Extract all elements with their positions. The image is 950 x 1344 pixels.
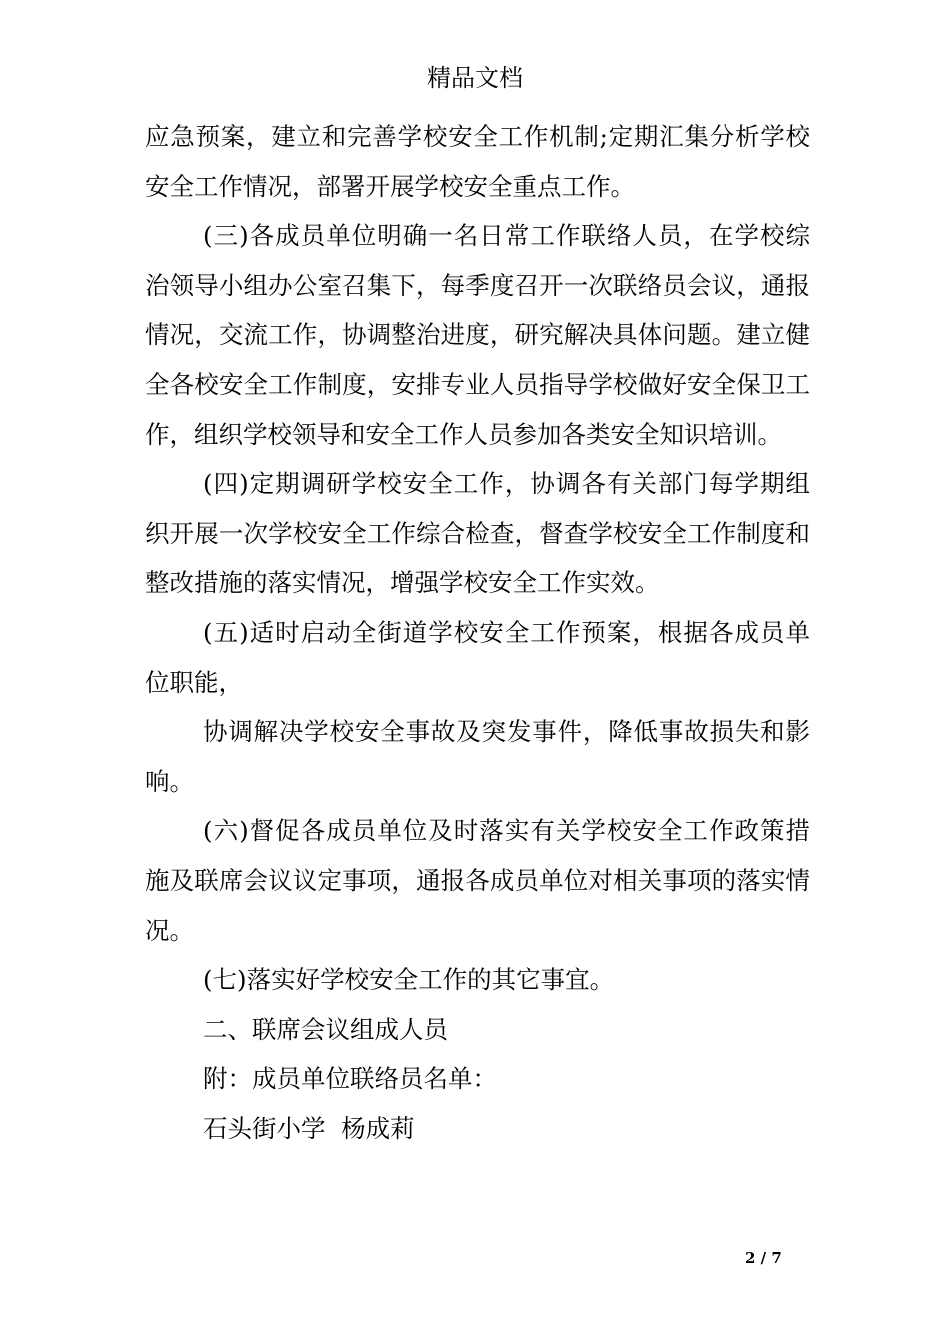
document-body	[145, 112, 810, 1153]
appendix-label: 附：成员单位联络员名单：	[203, 1064, 497, 1094]
section-heading-members: 二、联席会议组成人员	[203, 1014, 448, 1044]
paragraph-item-3: (三)各成员单位明确一名日常工作联络人员，在学校综治领导小组办公室召集下，每季度召开一次联络员会议，通报情况，交流工作，协调整治进度，研究解决具体问题。建立健全各校安全工作制度，安排专业人员指导学校做好安全保卫工作，组织学校领导和安全工作人员参加各类安全知识培训。	[145, 221, 810, 449]
paragraph-item-6: (六)督促各成员单位及时落实有关学校安全工作政策措施及联席会议议定事项，通报各成员单位对相关事项的落实情况。	[145, 816, 810, 945]
paragraph-continuation: 应急预案，建立和完善学校安全工作机制;定期汇集分析学校安全工作情况，部署开展学校安全重点工作。	[145, 122, 810, 201]
paragraph-item-5: (五)适时启动全街道学校安全工作预案，根据各成员单位职能，	[145, 617, 810, 697]
paragraph-item-4: (四)定期调研学校安全工作，协调各有关部门每学期组织开展一次学校安全工作综合检查，督查学校安全工作制度和整改措施的落实情况，增强学校安全工作实效。	[145, 469, 810, 598]
contact-entry: 石头街小学 杨成莉	[203, 1113, 415, 1143]
paragraph-item-7: (七)落实好学校安全工作的其它事宜。	[203, 965, 615, 995]
page-number: 2 / 7	[745, 1249, 782, 1267]
page-header-title: 精品文档	[427, 64, 523, 92]
paragraph-item-5-continued: 协调解决学校安全事故及突发事件，降低事故损失和影响。	[145, 717, 810, 796]
